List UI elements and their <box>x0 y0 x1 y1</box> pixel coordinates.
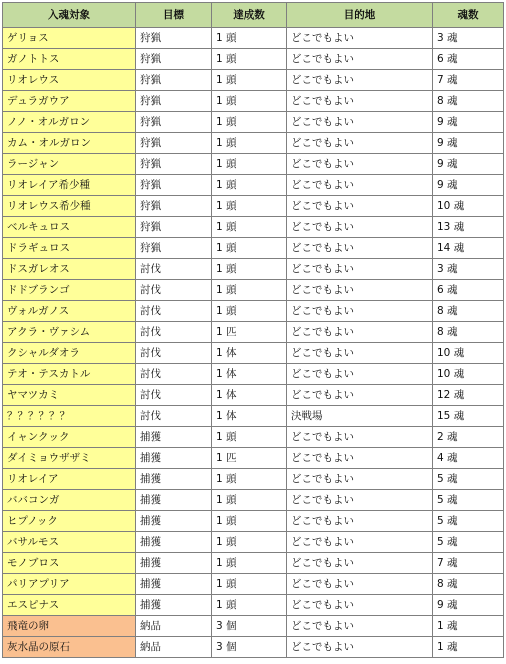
cell-goal[interactable]: 狩猟 <box>136 196 212 217</box>
cell-place[interactable]: どこでもよい <box>287 196 433 217</box>
table-row <box>3 427 504 448</box>
cell-place[interactable]: どこでもよい <box>287 511 433 532</box>
cell-count[interactable]: 1 頭 <box>212 553 287 574</box>
cell-souls[interactable]: 10 魂 <box>433 364 504 385</box>
cell-goal[interactable]: 納品 <box>136 637 212 658</box>
cell-count[interactable]: 1 頭 <box>212 301 287 322</box>
cell-target[interactable]: ドドブランゴ <box>3 280 136 301</box>
cell-count[interactable]: 1 頭 <box>212 532 287 553</box>
cell-goal[interactable]: 討伐 <box>136 322 212 343</box>
cell-count[interactable]: 1 頭 <box>212 574 287 595</box>
cell-target[interactable]: ラージャン <box>3 154 136 175</box>
cell-place[interactable]: どこでもよい <box>287 343 433 364</box>
cell-place[interactable]: どこでもよい <box>287 112 433 133</box>
cell-target[interactable]: ヒプノック <box>3 511 136 532</box>
cell-goal[interactable]: 討伐 <box>136 259 212 280</box>
cell-goal[interactable]: 捕獲 <box>136 553 212 574</box>
cell-souls[interactable]: 5 魂 <box>433 490 504 511</box>
cell-souls[interactable]: 9 魂 <box>433 133 504 154</box>
table-row <box>3 574 504 595</box>
cell-target[interactable]: クシャルダオラ <box>3 343 136 364</box>
cell-place[interactable]: 決戦場 <box>287 406 433 427</box>
cell-place[interactable]: どこでもよい <box>287 364 433 385</box>
cell-target[interactable]: ドラギュロス <box>3 238 136 259</box>
cell-souls[interactable]: 10 魂 <box>433 196 504 217</box>
cell-goal[interactable]: 捕獲 <box>136 532 212 553</box>
cell-place[interactable]: どこでもよい <box>287 385 433 406</box>
cell-count[interactable]: 1 頭 <box>212 196 287 217</box>
cell-goal[interactable]: 討伐 <box>136 280 212 301</box>
table-row <box>3 49 504 70</box>
cell-place[interactable]: どこでもよい <box>287 469 433 490</box>
cell-target[interactable]: テオ・テスカトル <box>3 364 136 385</box>
cell-souls[interactable]: 6 魂 <box>433 280 504 301</box>
cell-target[interactable]: リオレウス <box>3 70 136 91</box>
cell-goal[interactable]: 狩猟 <box>136 91 212 112</box>
table-row <box>3 175 504 196</box>
header-target[interactable]: 入魂対象 <box>3 3 136 28</box>
cell-place[interactable]: どこでもよい <box>287 259 433 280</box>
cell-target[interactable]: 飛竜の卵 <box>3 616 136 637</box>
cell-souls[interactable]: 8 魂 <box>433 322 504 343</box>
cell-place[interactable]: どこでもよい <box>287 322 433 343</box>
cell-count[interactable]: 1 頭 <box>212 259 287 280</box>
cell-target[interactable]: バサルモス <box>3 532 136 553</box>
cell-count[interactable]: 1 体 <box>212 406 287 427</box>
cell-goal[interactable]: 討伐 <box>136 406 212 427</box>
table-row <box>3 511 504 532</box>
cell-souls[interactable]: 5 魂 <box>433 532 504 553</box>
cell-count[interactable]: 1 頭 <box>212 427 287 448</box>
cell-count[interactable]: 1 体 <box>212 343 287 364</box>
spreadsheet <box>2 2 504 658</box>
cell-goal[interactable]: 捕獲 <box>136 595 212 616</box>
table-row <box>3 469 504 490</box>
cell-count[interactable]: 1 体 <box>212 364 287 385</box>
cell-target[interactable]: アクラ・ヴァシム <box>3 322 136 343</box>
cell-target[interactable]: ノノ・オルガロン <box>3 112 136 133</box>
header-place[interactable]: 目的地 <box>287 3 433 28</box>
cell-count[interactable]: 1 頭 <box>212 511 287 532</box>
cell-count[interactable]: 1 頭 <box>212 70 287 91</box>
cell-target[interactable]: ？？？？？？ <box>3 406 136 427</box>
cell-target[interactable]: ガノトトス <box>3 49 136 70</box>
cell-goal[interactable]: 狩猟 <box>136 112 212 133</box>
cell-place[interactable]: どこでもよい <box>287 70 433 91</box>
table-row <box>3 490 504 511</box>
cell-goal[interactable]: 狩猟 <box>136 28 212 49</box>
cell-place[interactable]: どこでもよい <box>287 154 433 175</box>
table-row <box>3 385 504 406</box>
cell-souls[interactable]: 3 魂 <box>433 259 504 280</box>
cell-place[interactable]: どこでもよい <box>287 616 433 637</box>
cell-count[interactable]: 1 頭 <box>212 595 287 616</box>
cell-count[interactable]: 1 匹 <box>212 448 287 469</box>
cell-goal[interactable]: 討伐 <box>136 364 212 385</box>
cell-place[interactable]: どこでもよい <box>287 637 433 658</box>
cell-souls[interactable]: 8 魂 <box>433 91 504 112</box>
cell-count[interactable]: 3 個 <box>212 616 287 637</box>
cell-place[interactable]: どこでもよい <box>287 28 433 49</box>
cell-count[interactable]: 1 頭 <box>212 175 287 196</box>
cell-place[interactable]: どこでもよい <box>287 238 433 259</box>
table-row <box>3 238 504 259</box>
cell-goal[interactable]: 討伐 <box>136 385 212 406</box>
cell-souls[interactable]: 8 魂 <box>433 574 504 595</box>
cell-count[interactable]: 1 匹 <box>212 322 287 343</box>
table-row <box>3 154 504 175</box>
table-row <box>3 196 504 217</box>
cell-goal[interactable]: 狩猟 <box>136 49 212 70</box>
cell-target[interactable]: パリアプリア <box>3 574 136 595</box>
cell-goal[interactable]: 狩猟 <box>136 133 212 154</box>
cell-target[interactable]: ヴォルガノス <box>3 301 136 322</box>
cell-place[interactable]: どこでもよい <box>287 448 433 469</box>
cell-count[interactable]: 1 頭 <box>212 112 287 133</box>
table-row <box>3 259 504 280</box>
cell-place[interactable]: どこでもよい <box>287 280 433 301</box>
header-goal[interactable]: 目標 <box>136 3 212 28</box>
cell-count[interactable]: 1 体 <box>212 385 287 406</box>
cell-souls[interactable]: 15 魂 <box>433 406 504 427</box>
cell-goal[interactable]: 捕獲 <box>136 490 212 511</box>
table-row <box>3 301 504 322</box>
cell-target[interactable]: イャンクック <box>3 427 136 448</box>
table-row <box>3 448 504 469</box>
cell-target[interactable]: リオレイア <box>3 469 136 490</box>
cell-goal[interactable]: 討伐 <box>136 343 212 364</box>
cell-goal[interactable]: 捕獲 <box>136 448 212 469</box>
table-row <box>3 532 504 553</box>
cell-place[interactable]: どこでもよい <box>287 490 433 511</box>
cell-souls[interactable]: 7 魂 <box>433 70 504 91</box>
cell-souls[interactable]: 6 魂 <box>433 49 504 70</box>
cell-count[interactable]: 1 頭 <box>212 91 287 112</box>
cell-target[interactable]: ドスガレオス <box>3 259 136 280</box>
cell-count[interactable]: 1 頭 <box>212 469 287 490</box>
table-row <box>3 28 504 49</box>
cell-souls[interactable]: 1 魂 <box>433 616 504 637</box>
cell-target[interactable]: 灰水晶の原石 <box>3 637 136 658</box>
table-row <box>3 70 504 91</box>
cell-count[interactable]: 1 頭 <box>212 280 287 301</box>
cell-target[interactable]: カム・オルガロン <box>3 133 136 154</box>
soul-table <box>2 2 504 658</box>
cell-target[interactable]: エスピナス <box>3 595 136 616</box>
cell-count[interactable]: 1 頭 <box>212 133 287 154</box>
cell-place[interactable]: どこでもよい <box>287 217 433 238</box>
cell-goal[interactable]: 討伐 <box>136 301 212 322</box>
cell-place[interactable]: どこでもよい <box>287 175 433 196</box>
header-souls[interactable]: 魂数 <box>433 3 504 28</box>
table-row <box>3 364 504 385</box>
cell-souls[interactable]: 5 魂 <box>433 469 504 490</box>
cell-count[interactable]: 1 頭 <box>212 490 287 511</box>
cell-goal[interactable]: 捕獲 <box>136 574 212 595</box>
table-row <box>3 595 504 616</box>
cell-souls[interactable]: 14 魂 <box>433 238 504 259</box>
table-row <box>3 112 504 133</box>
cell-target[interactable]: ババコンガ <box>3 490 136 511</box>
cell-target[interactable]: モノブロス <box>3 553 136 574</box>
cell-souls[interactable]: 10 魂 <box>433 343 504 364</box>
cell-target[interactable]: リオレイア希少種 <box>3 175 136 196</box>
table-row <box>3 343 504 364</box>
table-row <box>3 217 504 238</box>
table-row <box>3 616 504 637</box>
cell-place[interactable]: どこでもよい <box>287 574 433 595</box>
cell-goal[interactable]: 狩猟 <box>136 217 212 238</box>
cell-goal[interactable]: 狩猟 <box>136 238 212 259</box>
cell-target[interactable]: ベルキュロス <box>3 217 136 238</box>
cell-target[interactable]: リオレウス希少種 <box>3 196 136 217</box>
table-row <box>3 280 504 301</box>
cell-target[interactable]: デュラガウア <box>3 91 136 112</box>
table-row <box>3 406 504 427</box>
cell-souls[interactable]: 9 魂 <box>433 112 504 133</box>
cell-target[interactable]: ヤマツカミ <box>3 385 136 406</box>
cell-place[interactable]: どこでもよい <box>287 595 433 616</box>
cell-place[interactable]: どこでもよい <box>287 553 433 574</box>
cell-place[interactable]: どこでもよい <box>287 427 433 448</box>
cell-count[interactable]: 3 個 <box>212 637 287 658</box>
cell-place[interactable]: どこでもよい <box>287 301 433 322</box>
cell-target[interactable]: ゲリョス <box>3 28 136 49</box>
table-row <box>3 133 504 154</box>
cell-count[interactable]: 1 頭 <box>212 217 287 238</box>
table-row <box>3 322 504 343</box>
cell-count[interactable]: 1 頭 <box>212 28 287 49</box>
cell-souls[interactable]: 9 魂 <box>433 595 504 616</box>
cell-place[interactable]: どこでもよい <box>287 91 433 112</box>
cell-souls[interactable]: 3 魂 <box>433 28 504 49</box>
cell-target[interactable]: ダイミョウザザミ <box>3 448 136 469</box>
cell-place[interactable]: どこでもよい <box>287 532 433 553</box>
header-count[interactable]: 達成数 <box>212 3 287 28</box>
cell-count[interactable]: 1 頭 <box>212 154 287 175</box>
cell-goal[interactable]: 捕獲 <box>136 511 212 532</box>
cell-goal[interactable]: 狩猟 <box>136 154 212 175</box>
cell-goal[interactable]: 捕獲 <box>136 469 212 490</box>
cell-souls[interactable]: 5 魂 <box>433 511 504 532</box>
header-row <box>3 3 504 28</box>
table-row <box>3 637 504 658</box>
cell-souls[interactable]: 9 魂 <box>433 175 504 196</box>
cell-goal[interactable]: 狩猟 <box>136 175 212 196</box>
cell-souls[interactable]: 12 魂 <box>433 385 504 406</box>
cell-souls[interactable]: 1 魂 <box>433 637 504 658</box>
cell-goal[interactable]: 捕獲 <box>136 427 212 448</box>
cell-goal[interactable]: 納品 <box>136 616 212 637</box>
cell-count[interactable]: 1 頭 <box>212 49 287 70</box>
cell-count[interactable]: 1 頭 <box>212 238 287 259</box>
cell-goal[interactable]: 狩猟 <box>136 70 212 91</box>
cell-souls[interactable]: 13 魂 <box>433 217 504 238</box>
table-row <box>3 553 504 574</box>
cell-souls[interactable]: 9 魂 <box>433 154 504 175</box>
cell-souls[interactable]: 4 魂 <box>433 448 504 469</box>
cell-place[interactable]: どこでもよい <box>287 49 433 70</box>
cell-place[interactable]: どこでもよい <box>287 133 433 154</box>
cell-souls[interactable]: 8 魂 <box>433 301 504 322</box>
table-row <box>3 91 504 112</box>
cell-souls[interactable]: 2 魂 <box>433 427 504 448</box>
cell-souls[interactable]: 7 魂 <box>433 553 504 574</box>
